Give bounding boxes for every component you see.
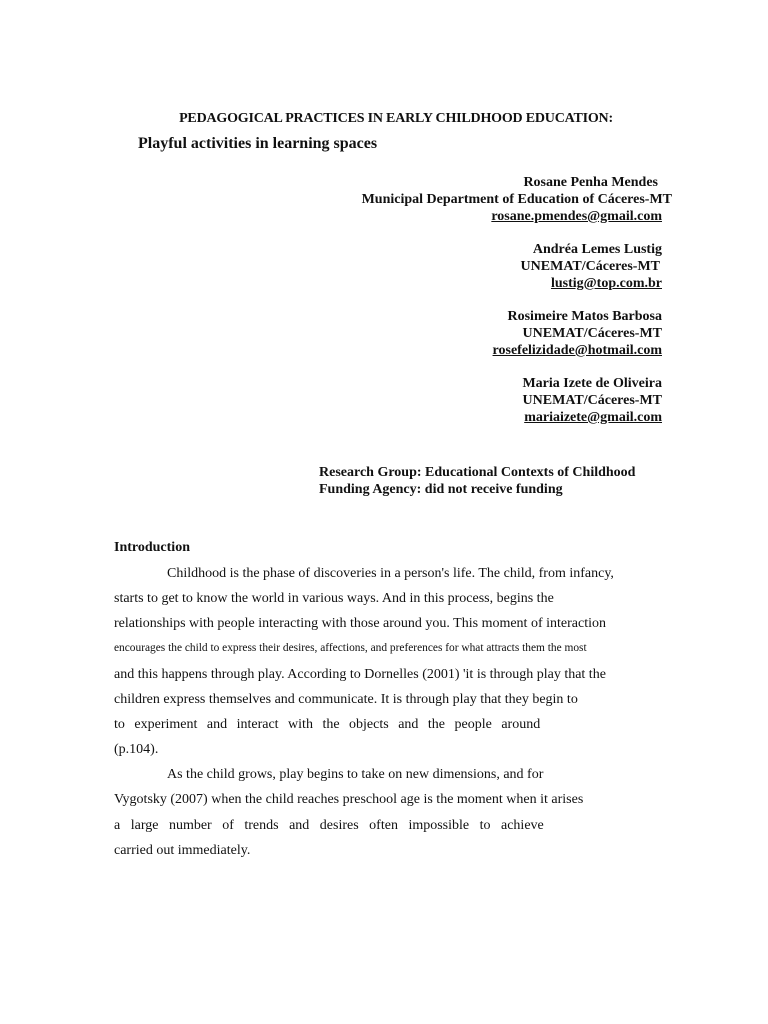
author-affiliation: Municipal Department of Education of Cáceres-MT: [361, 192, 672, 207]
body-line: children express themselves and communicate. It is through play that they begin to: [114, 692, 578, 707]
author-email[interactable]: mariaizete@gmail.com: [524, 410, 662, 425]
author-email[interactable]: rosane.pmendes@gmail.com: [491, 209, 662, 224]
author-block-1: [361, 174, 672, 225]
body-line: Childhood is the phase of discoveries in a person's life. The child, from infancy,: [167, 566, 614, 581]
section-heading: Introduction: [114, 540, 190, 555]
author-name: Rosimeire Matos Barbosa: [507, 309, 662, 324]
body-line: (p.104).: [114, 742, 159, 757]
funding-agency: Funding Agency: did not receive funding: [319, 482, 563, 497]
author-affiliation: UNEMAT/Cáceres-MT: [522, 393, 662, 408]
author-name: Andréa Lemes Lustig: [532, 242, 662, 257]
body-line: starts to get to know the world in various ways. And in this process, begins the: [114, 591, 554, 606]
author-name: Maria Izete de Oliveira: [522, 376, 662, 391]
document-subtitle: Playful activities in learning spaces: [138, 135, 378, 152]
body-line: carried out immediately.: [114, 843, 251, 858]
body-line: Vygotsky (2007) when the child reaches preschool age is the moment when it arises: [114, 792, 584, 807]
body-line: and this happens through play. According to Dornelles (2001) 'it is through play that the: [114, 667, 606, 682]
research-group: Research Group: Educational Contexts of Childhood: [319, 465, 636, 480]
body-line: to experiment and interact with the objects and the people around: [114, 717, 541, 732]
author-affiliation: UNEMAT/Cáceres-MT: [522, 326, 662, 341]
author-email[interactable]: rosefelizidade@hotmail.com: [492, 343, 662, 358]
author-block-4: [522, 375, 662, 426]
body-line: As the child grows, play begins to take on new dimensions, and for: [167, 767, 544, 782]
document-title: PEDAGOGICAL PRACTICES IN EARLY CHILDHOOD EDUCATION:: [179, 111, 613, 126]
body-line: encourages the child to express their desires, affections, and preferences for what attracts them the most: [114, 642, 587, 654]
author-name: Rosane Penha Mendes: [523, 175, 658, 190]
author-affiliation: UNEMAT/Cáceres-MT: [520, 259, 660, 274]
author-block-2: [521, 241, 662, 292]
body-line: a large number of trends and desires often impossible to achieve: [114, 818, 544, 833]
author-email[interactable]: lustig@top.com.br: [550, 276, 662, 291]
body-line: relationships with people interacting with those around you. This moment of interaction: [114, 616, 606, 631]
author-block-3: [493, 308, 662, 359]
